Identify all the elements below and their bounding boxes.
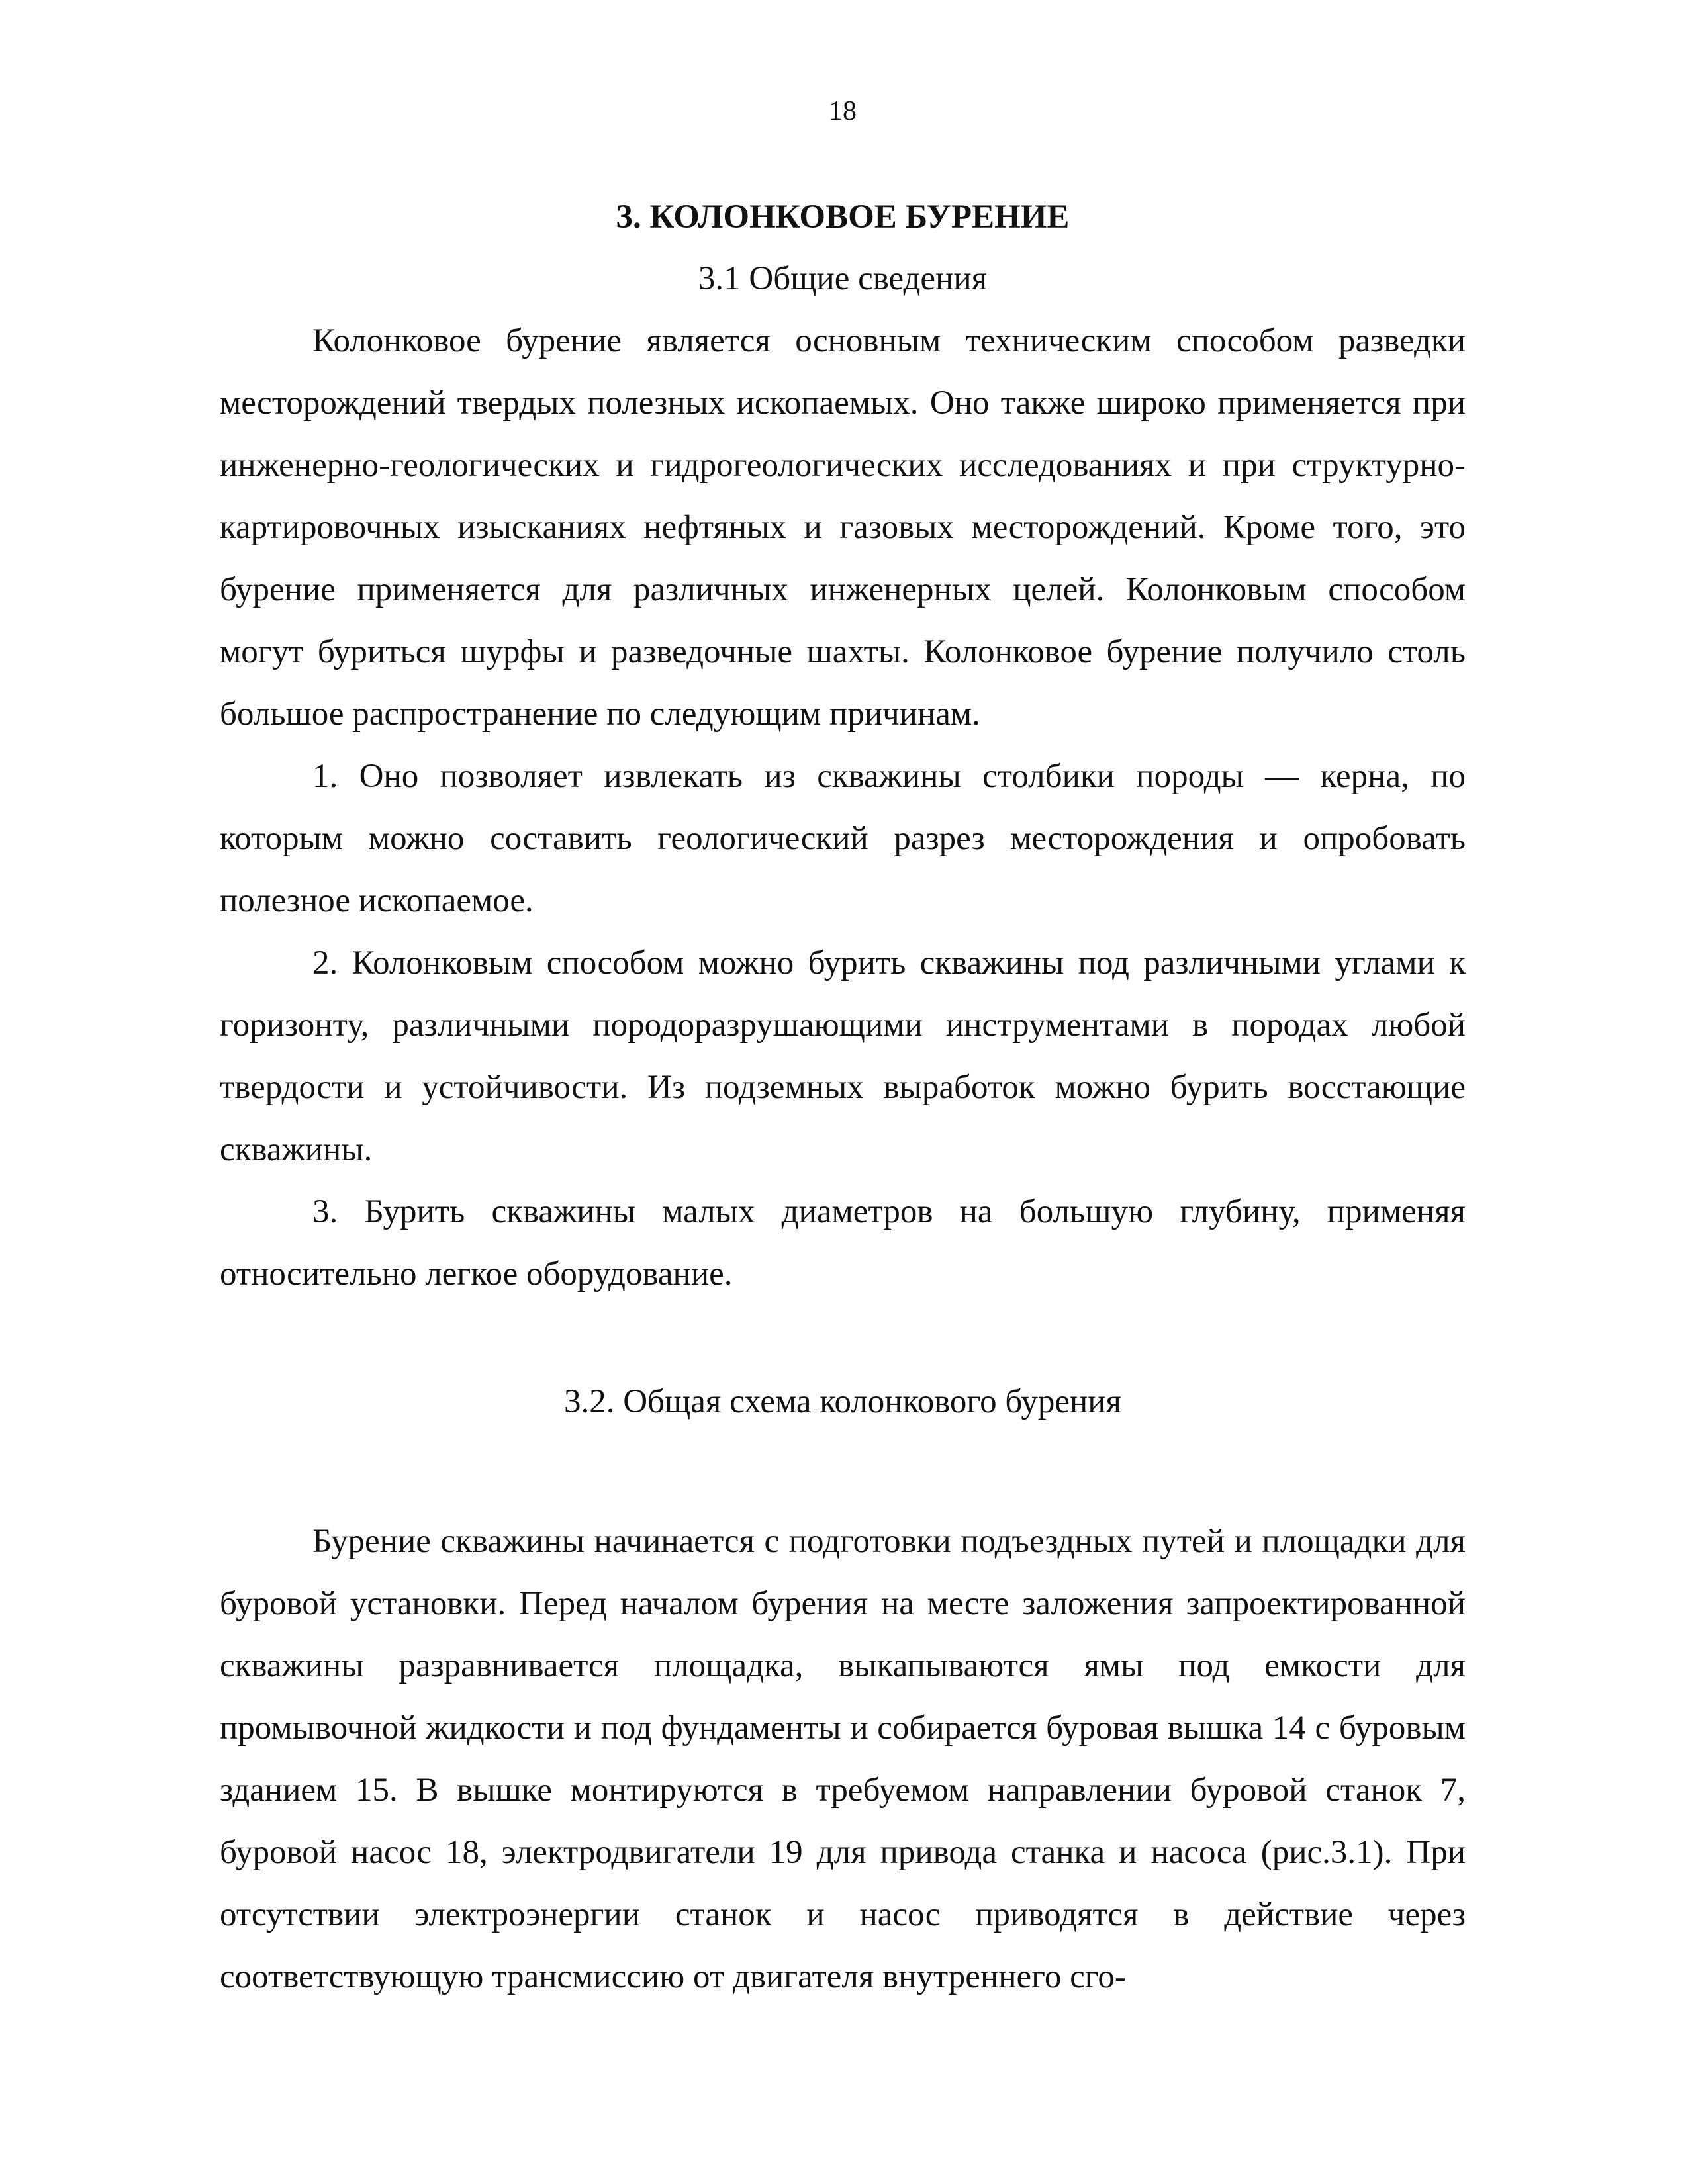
- section-title-general-info: 3.1 Общие сведения: [698, 260, 988, 297]
- page-number: 18: [829, 96, 857, 126]
- section-title-drilling-scheme: 3.2. Общая схема колонкового бурения: [563, 1383, 1122, 1420]
- paragraph-intro: Колонковое бурение является основным техническим способом разведки месторождений твердых полезных ископаемых. Оно также широко применяется при инженерно-геологических и гидрогеологических исследованиях и при структурно-картировочных изысканиях нефтяных и газовых месторождений. Кроме того, это бурение применяется для различных инженерных целей. Колонковым способом могут буриться шурфы и разведочные шахты. Колонковое бурение получило столь большое распространение по следующим причинам.: [220, 322, 1466, 733]
- paragraph-drilling-scheme: Бурение скважины начинается с подготовки подъездных путей и площадки для буровой установки. Перед началом бурения на месте заложения запроектированной скважины разравнивается площадка, выкапываются ямы под емкости для промывочной жидкости и под фундаменты и собирается буровая вышка 14 с буровым зданием 15. В вышке монтируются в требуемом направлении буровой станок 7, буровой насос 18, электродвигатели 19 для привода станка и насоса (рис.3.1). При отсутствии электроэнергии станок и насос приводятся в действие через соответствующую трансмиссию от двигателя внутреннего сго-: [220, 1523, 1466, 1995]
- section-general-info-body: [220, 310, 1466, 1305]
- chapter-title: 3. КОЛОНКОВОЕ БУРЕНИЕ: [616, 199, 1070, 236]
- list-item-3: 3. Бурить скважины малых диаметров на большую глубину, применяя относительно легкое оборудование.: [220, 1193, 1466, 1293]
- list-item-2: 2. Колонковым способом можно бурить скважины под различными углами к горизонту, различными породоразрушающими инструментами в породах любой твердости и устойчивости. Из подземных выработок можно бурить восстающие скважины.: [220, 944, 1466, 1168]
- section-drilling-scheme-body: [220, 1510, 1466, 2008]
- list-item-1: 1. Оно позволяет извлекать из скважины столбики породы — керна, по которым можно составить геологический разрез месторождения и опробовать полезное ископаемое.: [220, 758, 1466, 919]
